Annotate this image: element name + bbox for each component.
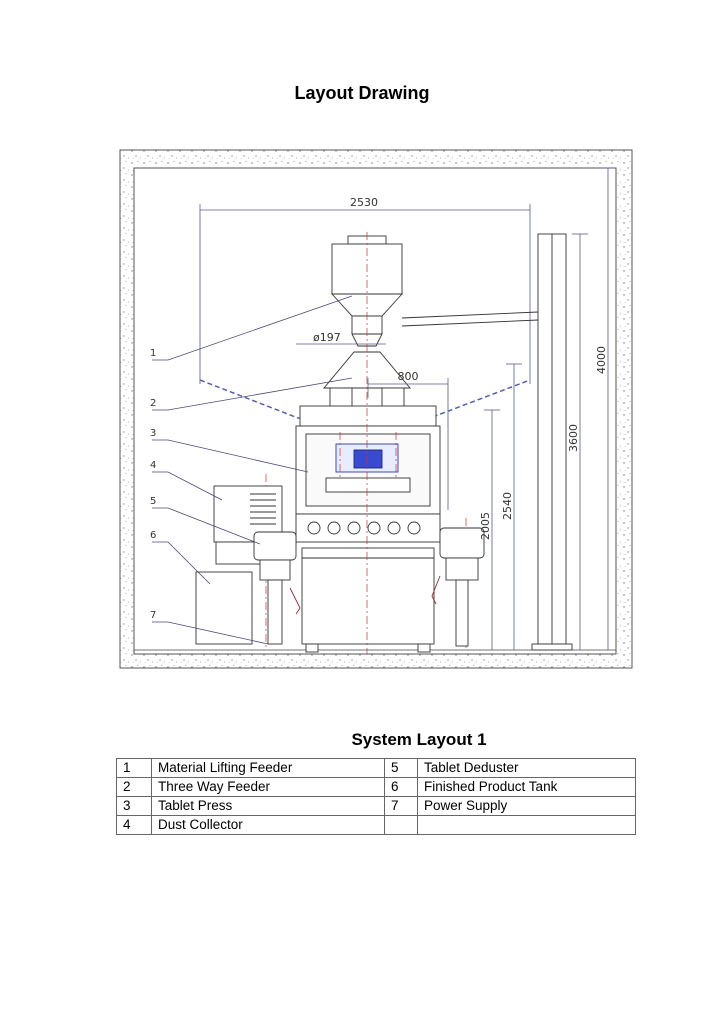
part-number: 5 xyxy=(385,759,418,778)
part-number xyxy=(385,816,418,835)
part-number: 1 xyxy=(117,759,152,778)
part-name: Power Supply xyxy=(418,797,636,816)
table-row xyxy=(117,759,636,778)
part-number: 7 xyxy=(385,797,418,816)
part-number: 4 xyxy=(117,816,152,835)
dimension-197-label: ø197 xyxy=(313,331,341,344)
table-row xyxy=(117,816,636,835)
part-name: Material Lifting Feeder xyxy=(152,759,385,778)
part-number: 3 xyxy=(117,797,152,816)
part-name: Three Way Feeder xyxy=(152,778,385,797)
part-name: Tablet Deduster xyxy=(418,759,636,778)
part-name: Dust Collector xyxy=(152,816,385,835)
section-title: System Layout 1 xyxy=(351,730,487,749)
tablet-press xyxy=(296,406,440,652)
callout-1: 1 xyxy=(150,348,157,359)
dimension-3600-label: 3600 xyxy=(567,424,580,452)
parts-table xyxy=(116,758,636,835)
part-name: Tablet Press xyxy=(152,797,385,816)
layout-drawing xyxy=(118,148,634,670)
table-row xyxy=(117,778,636,797)
callout-5: 5 xyxy=(150,496,157,507)
part-name xyxy=(418,816,636,835)
dimension-800-label: 800 xyxy=(397,370,419,383)
callout-2: 2 xyxy=(150,398,157,409)
dimension-2530-label: 2530 xyxy=(350,196,378,209)
callout-3: 3 xyxy=(150,428,157,439)
table-row xyxy=(117,797,636,816)
lifting-column xyxy=(532,234,572,650)
dimension-2005-label: 2005 xyxy=(479,512,492,540)
callout-4: 4 xyxy=(150,460,157,471)
callout-6: 6 xyxy=(150,530,157,541)
part-number: 2 xyxy=(117,778,152,797)
part-name: Finished Product Tank xyxy=(418,778,636,797)
part-number: 6 xyxy=(385,778,418,797)
finished-product-tank xyxy=(196,572,252,644)
callout-7: 7 xyxy=(150,610,157,621)
page-title: Layout Drawing xyxy=(294,83,430,103)
dimension-2540-label: 2540 xyxy=(501,492,514,520)
dimension-4000-label: 4000 xyxy=(595,346,608,374)
